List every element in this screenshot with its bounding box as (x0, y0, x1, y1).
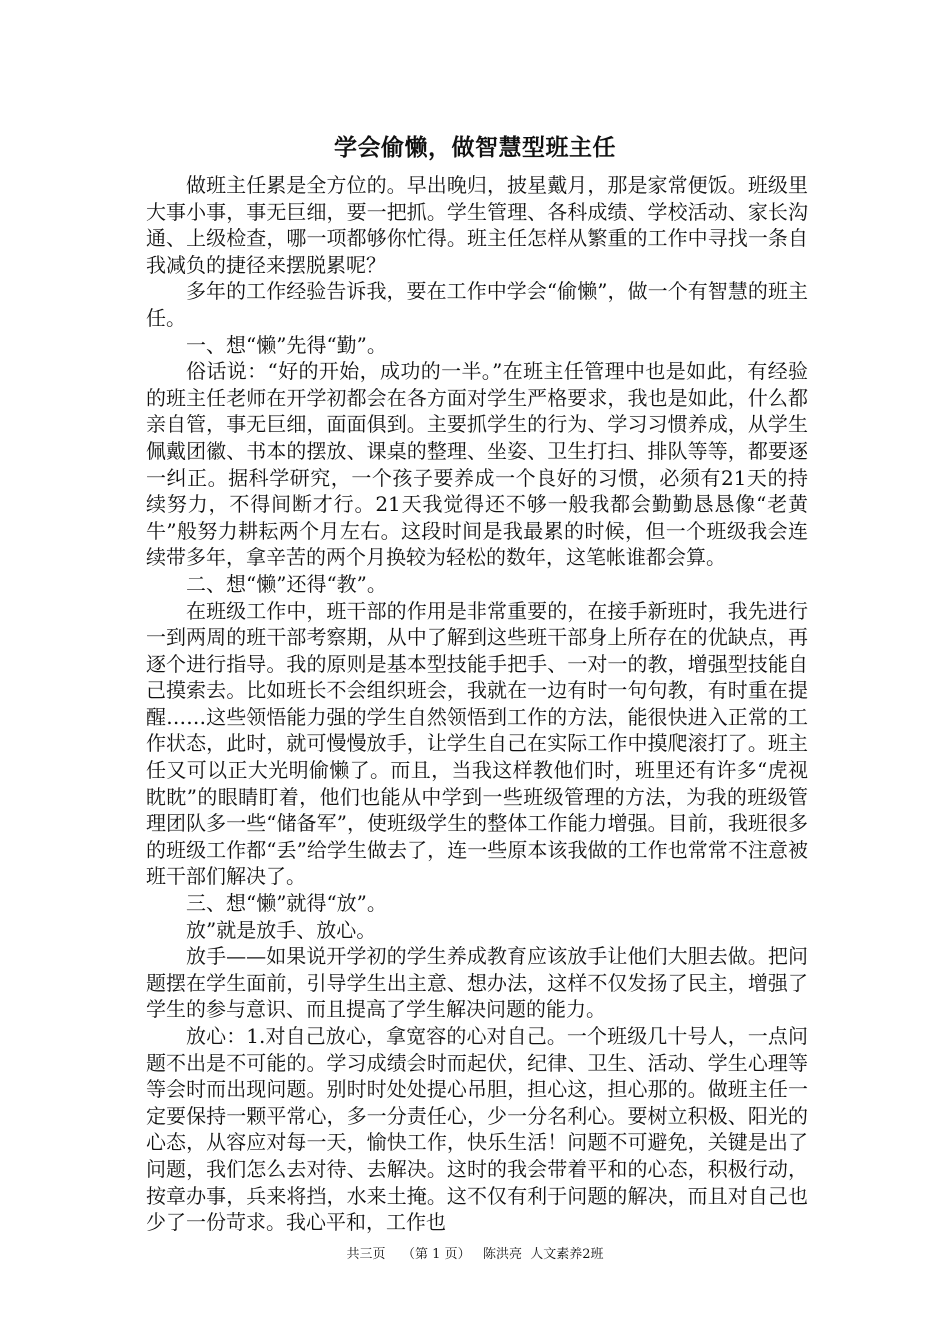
paragraph-peace-of-mind: 放心：1.对自己放心，拿宽容的心对自己。一个班级几十号人，一点问题不出是不可能的。学习成绩会时而起伏，纪律、卫生、活动、学生心理等等会时而出现问题。别时时处处提心吊胆，担心这，担心那的。做班主任一定要保持一颗平常心，多一分责任心，少一分名利心。要树立积极、阳光的心态，从容应对每一天，愉快工作，快乐生活！问题不可避免，关键是出了问题，我们怎么去对待、去解决。这时的我会带着平和的心态，积极行动，按章办事，兵来将挡，水来土掩。这不仅有利于问题的解决，而且对自己也少了一份苛求。我心平和，工作也 (146, 1024, 808, 1235)
paragraph-thesis: 多年的工作经验告诉我，要在工作中学会“偷懒”，做一个有智慧的班主任。 (146, 279, 808, 330)
section-heading-3: 三、想“懒”就得“放”。 (186, 891, 387, 916)
paragraph-section-2: 在班级工作中，班干部的作用是非常重要的，在接手新班时，我先进行一到两周的班干部考察期，从中了解到这些班干部身上所存在的优缺点，再逐个进行指导。我的原则是基本型技能手把手、一对一的教，增强型技能自己摸索去。比如班长不会组织班会，我就在一边有时一句句教，有时重在提醒……这些领悟能力强的学生自然领悟到工作的方法，能很快进入正常的工作状态，此时，就可慢慢放手，让学生自己在实际工作中摸爬滚打了。班主任又可以正大光明偷懒了。而且，当我这样教他们时，班里还有许多“虎视眈眈”的眼睛盯着，他们也能从中学到一些班级管理的方法，为我的班级管理团队多一些“储备军”，使班级学生的整体工作能力增强。目前，我班很多的班级工作都“丢”给学生做去了，连一些原本该我做的工作也常常不注意被班干部们解决了。 (146, 598, 808, 889)
document-body (146, 172, 808, 1236)
paragraph-intro: 做班主任累是全方位的。早出晚归，披星戴月，那是家常便饭。班级里大事小事，事无巨细，要一把抓。学生管理、各科成绩、学校活动、家长沟通、上级检查，哪一项都够你忙得。班主任怎样从繁重的工作中寻找一条自我减负的捷径来摆脱累呢？ (146, 173, 808, 277)
paragraph-definition: 放”就是放手、放心。 (186, 917, 377, 942)
paragraph-section-1: 俗话说：“好的开始，成功的一半。”在班主任管理中也是如此，有经验的班主任老师在开学初都会在各方面对学生严格要求，我也是如此，什么都亲自管，事无巨细，面面俱到。主要抓学生的行为、学习习惯养成，从学生佩戴团徽、书本的摆放、课桌的整理、坐姿、卫生打扫、排队等等，都要逐一纠正。据科学研究，一个孩子要养成一个良好的习惯，必须有21天的持续努力，不得间断才行。21天我觉得还不够一般我都会勤勤恳恳像“老黄牛”般努力耕耘两个月左右。这段时间是我最累的时候，但一个班级我会连续带多年，拿辛苦的两个月换较为轻松的数年，这笔帐谁都会算。 (146, 359, 808, 570)
section-heading-1: 一、想“懒”先得“勤”。 (186, 332, 387, 357)
section-heading-2: 二、想“懒”还得“教”。 (186, 571, 387, 596)
page-footer: 共三页 （第 1 页） 陈洪亮 人文素养2班 (346, 1247, 604, 1262)
paragraph-let-go: 放手——如果说开学初的学生养成教育应该放手让他们大胆去做。把问题摆在学生面前，引导学生出主意、想办法，这样不仅发扬了民主，增强了学生的参与意识、而且提高了学生解决问题的能力。 (146, 944, 808, 1022)
document-title: 学会偷懒，做智慧型班主任 (334, 134, 616, 161)
